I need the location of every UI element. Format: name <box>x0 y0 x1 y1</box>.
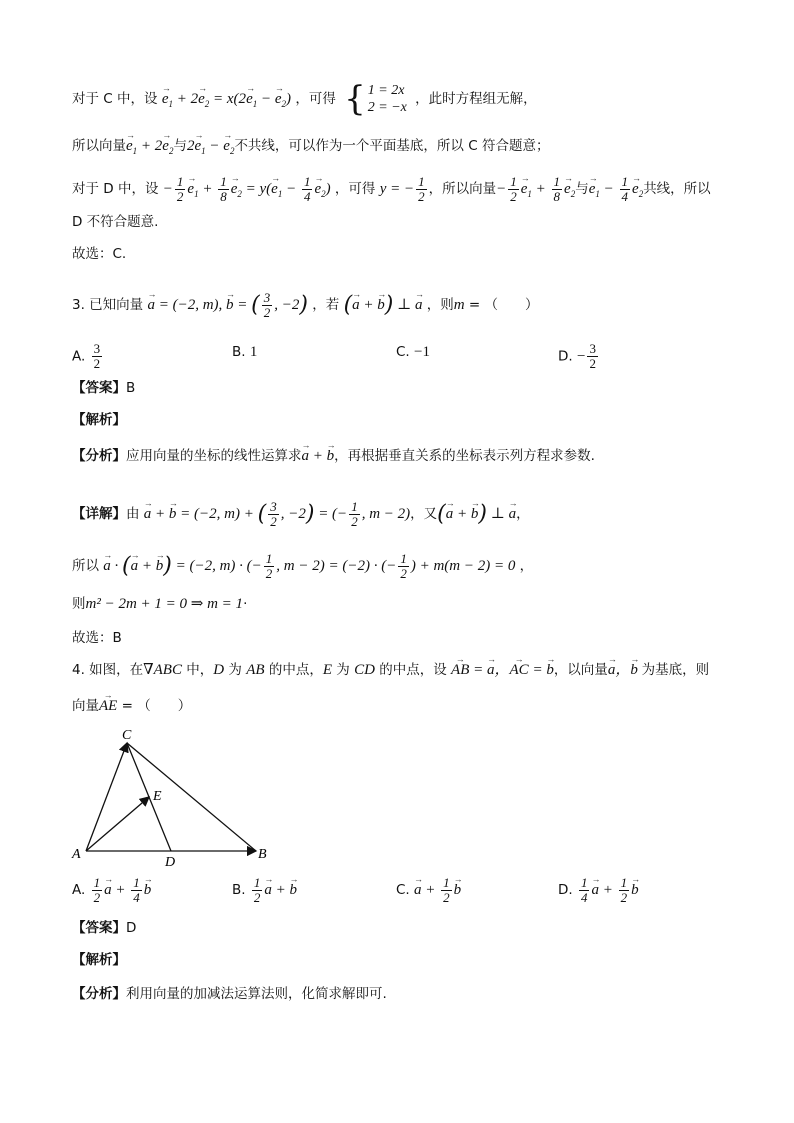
text: 由 <box>126 505 140 522</box>
text: ，以向量 <box>553 662 608 678</box>
system-row-2: 2 = −x <box>367 100 407 115</box>
label-a: A <box>72 847 81 862</box>
choose-b: 故选：B <box>72 630 122 646</box>
text: 与 <box>575 180 589 197</box>
text: 向量 <box>72 698 99 714</box>
text: ，可得 <box>334 180 376 197</box>
q3-detail-1 <box>72 500 530 529</box>
point-d: D <box>213 662 225 678</box>
text: 对于 D 中，设 <box>72 180 159 197</box>
q4-basis: → a，→ b <box>608 662 642 678</box>
text: ，再根据垂直关系的坐标表示列方程求参数. <box>334 448 595 464</box>
option-label: B. <box>232 881 246 898</box>
text: ，此时方程组无解， <box>415 91 537 107</box>
option-label: A. <box>72 881 86 898</box>
system-row-1: 1 = 2x <box>367 83 405 98</box>
q3-detail-2: 所以 → a · (→ a + → b) = (−2, m) · (− $\frac{1}{2}$ , m − 2) = (−2) · (− $\frac{1}{2}$ ) + m(m − 2) = 0 ， <box>72 552 533 581</box>
option-label: C. <box>396 344 410 360</box>
text: 不共线，可以作为一个平面基底，所以 C 符合题意； <box>234 138 550 154</box>
q3-detail-eq-1: → a + → b = (−2, m) + ( $\frac{3}{2}$ , −2) = (− $\frac{1}{2}$ , m − 2) <box>144 506 410 522</box>
text: 则 <box>72 596 86 612</box>
text: 所以 <box>72 557 99 574</box>
q4-option-c[interactable] <box>396 876 461 905</box>
answer-tag: 【答案】 <box>72 380 126 396</box>
fenxi-tag: 【分析】 <box>72 448 126 464</box>
d-line-1 <box>72 175 711 204</box>
segment-cb <box>127 743 256 851</box>
c-line-2 <box>72 136 549 161</box>
label-e: E <box>153 789 162 804</box>
q4-def: → AB = → a，→ AC = → b <box>451 662 554 678</box>
segment-ac <box>86 743 127 851</box>
text: 的中点， <box>264 662 323 678</box>
option-label: A. <box>72 348 86 365</box>
fenxi-tag: 【分析】 <box>72 986 126 1002</box>
answer-value: D <box>126 920 137 936</box>
text: = （ ） <box>117 698 192 714</box>
q4-fenxi <box>72 984 387 1004</box>
q3-detail-3: 则m² − 2m + 1 = 0 ⇒ m = 1· <box>72 596 248 612</box>
option-value: $\frac{1}{2}$ → a + $\frac{1}{4}$ → b <box>90 882 152 898</box>
q4-option-d[interactable] <box>558 876 639 905</box>
option-label: D. <box>558 881 573 898</box>
q3-stem <box>72 291 539 320</box>
q4-option-a[interactable] <box>72 876 151 905</box>
d-eq-3: − $\frac{1}{2}$ → $e_1$ + $\frac{1}{8}$ → $e_2$ <box>496 181 575 197</box>
option-label: B. <box>232 344 246 360</box>
vector-sum: → a + → b <box>302 448 335 464</box>
vector-ae: → AE <box>99 698 117 714</box>
q4-analysis <box>72 950 126 970</box>
answer-tag: 【答案】 <box>72 920 126 936</box>
text: 的中点，设 <box>374 662 447 678</box>
analysis-tag: 【解析】 <box>72 952 126 968</box>
q3-condition: (→ a + → b) ⊥ → a <box>344 297 423 313</box>
q3-option-a[interactable] <box>72 342 104 371</box>
point-e: E <box>322 662 333 678</box>
option-value: $\frac{1}{2}$ → a + → b <box>250 882 297 898</box>
c-line-1 <box>72 79 537 119</box>
detail-tag: 【详解】 <box>72 505 126 522</box>
text: 应用向量的坐标的线性运算求 <box>126 448 302 464</box>
q4-stem-1 <box>72 660 709 680</box>
triangle-abc: ∇ABC <box>143 662 182 678</box>
text: 为基底，则 <box>641 662 710 678</box>
q4-answer <box>72 918 136 938</box>
text: ，可得 <box>295 91 336 107</box>
label-c: C <box>122 728 132 743</box>
text: ， <box>516 505 530 522</box>
analysis-tag: 【解析】 <box>72 412 126 428</box>
c-eq-2: → $e_1 + 2\to e_2$ <box>126 138 173 154</box>
option-value: $\frac{1}{4}$ → a + $\frac{1}{2}$ → b <box>577 882 639 898</box>
answer-value: B <box>126 380 136 396</box>
q4-stem-2 <box>72 696 191 716</box>
segment-cd: CD <box>354 662 375 678</box>
option-label: D. <box>558 348 573 365</box>
text: 利用向量的加减法运算法则，化简求解即可. <box>126 986 387 1002</box>
var-m: m <box>453 296 465 313</box>
label-b: B <box>258 847 267 862</box>
text: 为 <box>332 662 355 678</box>
text: 4. 如图，在 <box>72 662 144 678</box>
q3-result-eq: m² − 2m + 1 = 0 ⇒ m = 1 <box>85 596 244 612</box>
choose-c: 故选：C. <box>72 246 127 262</box>
d-line-2: D 不符合题意. <box>72 214 159 230</box>
d-eq-2: y = − $\frac{1}{2}$ <box>379 174 425 204</box>
text: ，则 <box>426 296 454 313</box>
q3-detail-cond: (→ a + → b) ⊥ → a <box>437 506 516 522</box>
option-value: −1 <box>414 344 430 360</box>
text: 为 <box>224 662 247 678</box>
q3-vectors: → a = (−2, m), → b = ( $\frac{3}{2}$ , −2) <box>147 297 308 313</box>
d-eq-4: → $e_1$ − $\frac{1}{4}$ → $e_2$ <box>589 181 643 197</box>
text: ，又 <box>410 505 438 522</box>
option-value: 1 <box>249 344 258 360</box>
c-eq-1: → $e_1 + 2\to e_2 = x(2\to e_1$ − → $e_2$) <box>162 91 291 107</box>
q3-answer <box>72 378 135 398</box>
q3-fenxi <box>72 446 595 466</box>
text: 共线，所以 <box>643 180 711 197</box>
text: 中， <box>181 662 214 678</box>
q3-option-b[interactable] <box>232 342 257 362</box>
text: 对于 C 中，设 <box>72 91 158 107</box>
segment-ae <box>86 797 149 851</box>
q3-analysis <box>72 410 126 430</box>
q3-option-c[interactable] <box>396 342 430 362</box>
text: ，若 <box>312 296 340 313</box>
text: 所以向量 <box>72 138 126 154</box>
equation-system: { 1 = 2x 2 = −x <box>344 79 407 119</box>
q3-detail-eq-2: → a · (→ a + → b) = (−2, m) · (− $\frac{1}{2}$ , m − 2) = (−2) · (− $\frac{1}{2}$ ) + m(m − 2) = 0 <box>103 558 515 574</box>
option-value: $\frac{3}{2}$ <box>93 341 101 371</box>
option-label: C. <box>396 881 410 898</box>
c-eq-3: $2\to e_1$ − → $e_2$ <box>187 138 234 154</box>
text: = （ ） <box>464 296 539 313</box>
text: 与 <box>173 138 187 154</box>
d-eq-1: − $\frac{1}{2}$ → $e_1$ + $\frac{1}{8}$ → $e_2 = y(\to e_1$ − $\frac{1}{4}$ → $e_2$) <box>163 181 331 197</box>
text: ，所以向量 <box>428 180 497 197</box>
q4-option-b[interactable] <box>232 876 297 905</box>
segment-ab: AB <box>246 662 265 678</box>
text: 3. 已知向量 <box>72 296 144 313</box>
label-d: D <box>165 855 176 866</box>
option-value: → a + $\frac{1}{2}$ → b <box>414 882 461 898</box>
q3-option-d[interactable]: D. − $\frac{3}{2}$ <box>558 341 596 371</box>
triangle-figure <box>70 726 280 866</box>
option-value: $\frac{3}{2}$ <box>589 341 596 371</box>
